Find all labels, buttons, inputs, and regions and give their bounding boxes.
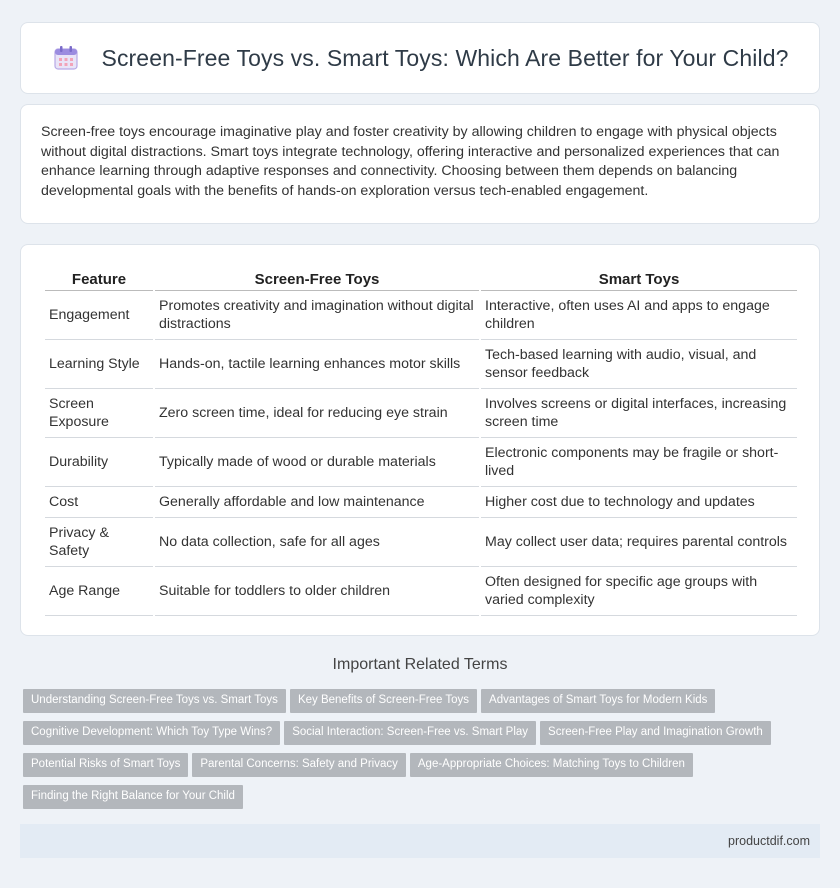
table-header-row — [45, 263, 797, 291]
feature-cell: Age Range — [45, 567, 153, 616]
smart-toys-cell: Electronic components may be fragile or short-lived — [481, 438, 797, 487]
related-term-tag[interactable]: Understanding Screen-Free Toys vs. Smart Toys — [23, 689, 286, 713]
feature-cell: Cost — [45, 487, 153, 518]
calendar-icon — [52, 44, 80, 72]
comparison-table — [43, 263, 799, 616]
screen-free-cell: Hands-on, tactile learning enhances motor skills — [155, 340, 479, 389]
feature-cell: Engagement — [45, 291, 153, 340]
smart-toys-cell: Tech-based learning with audio, visual, and sensor feedback — [481, 340, 797, 389]
page-title: Screen-Free Toys vs. Smart Toys: Which Are Better for Your Child? — [101, 44, 789, 71]
column-header: Smart Toys — [481, 263, 797, 291]
related-term-tag[interactable]: Social Interaction: Screen-Free vs. Smart Play — [284, 721, 536, 745]
feature-cell: Privacy & Safety — [45, 518, 153, 567]
screen-free-cell: Promotes creativity and imagination without digital distractions — [155, 291, 479, 340]
screen-free-cell: Suitable for toddlers to older children — [155, 567, 479, 616]
footer-site-link[interactable]: productdif.com — [728, 834, 810, 848]
table-row — [45, 567, 797, 616]
smart-toys-cell: May collect user data; requires parental controls — [481, 518, 797, 567]
feature-cell: Learning Style — [45, 340, 153, 389]
related-terms-list — [23, 689, 823, 817]
page-header — [20, 22, 820, 94]
column-header: Screen-Free Toys — [155, 263, 479, 291]
smart-toys-cell: Often designed for specific age groups with varied complexity — [481, 567, 797, 616]
table-row — [45, 438, 797, 487]
related-term-tag[interactable]: Cognitive Development: Which Toy Type Wins? — [23, 721, 280, 745]
related-term-tag[interactable]: Screen-Free Play and Imagination Growth — [540, 721, 771, 745]
related-term-tag[interactable]: Parental Concerns: Safety and Privacy — [192, 753, 406, 777]
smart-toys-cell: Higher cost due to technology and updates — [481, 487, 797, 518]
smart-toys-cell: Interactive, often uses AI and apps to engage children — [481, 291, 797, 340]
related-term-tag[interactable]: Advantages of Smart Toys for Modern Kids — [481, 689, 715, 713]
intro-section — [20, 104, 820, 224]
screen-free-cell: Generally affordable and low maintenance — [155, 487, 479, 518]
table-row — [45, 389, 797, 438]
screen-free-cell: Zero screen time, ideal for reducing eye strain — [155, 389, 479, 438]
screen-free-cell: Typically made of wood or durable materials — [155, 438, 479, 487]
table-row — [45, 487, 797, 518]
smart-toys-cell: Involves screens or digital interfaces, increasing screen time — [481, 389, 797, 438]
screen-free-cell: No data collection, safe for all ages — [155, 518, 479, 567]
related-terms-title: Important Related Terms — [332, 656, 508, 673]
related-term-tag[interactable]: Key Benefits of Screen-Free Toys — [290, 689, 477, 713]
table-row — [45, 291, 797, 340]
related-term-tag[interactable]: Potential Risks of Smart Toys — [23, 753, 188, 777]
feature-cell: Durability — [45, 438, 153, 487]
intro-text: Screen-free toys encourage imaginative play and foster creativity by allowing children to engage with physical objects without digital distractions. Smart toys integrate technology, offering interactive and personalized experiences that can enhance learning through adaptive responses and connectivity. Choosing between them depends on balancing developmental goals with the benefits of hands-on exploration versus tech-enabled engagement. — [41, 124, 780, 199]
related-term-tag[interactable]: Finding the Right Balance for Your Child — [23, 785, 243, 809]
comparison-section — [20, 244, 820, 636]
feature-cell: Screen Exposure — [45, 389, 153, 438]
related-term-tag[interactable]: Age-Appropriate Choices: Matching Toys to Children — [410, 753, 693, 777]
column-header: Feature — [45, 263, 153, 291]
footer — [20, 824, 820, 858]
table-row — [45, 518, 797, 567]
table-row — [45, 340, 797, 389]
